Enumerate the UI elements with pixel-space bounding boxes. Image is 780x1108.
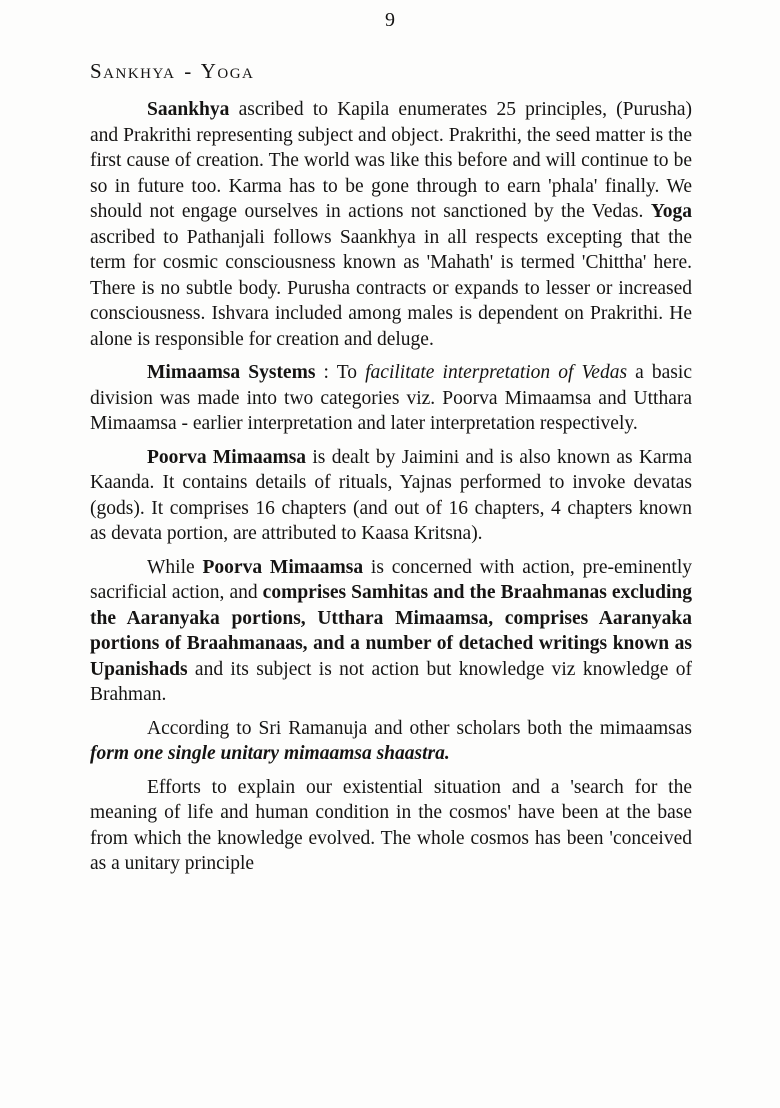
text-run: While <box>147 556 203 578</box>
text-run: Poorva Mimaamsa <box>202 556 364 578</box>
text-run: Saankhya <box>147 99 230 120</box>
text-run: ascribed to Pathanjali follows Saankhya in all respects excepting that the term for cosmic consciousness known as 'Mahath' is termed 'Chittha' here. There is no subtle body. Purusha contracts or expands to lesser or increased consciousness. Ishvara included among males is dependent on Prakrithi. He alone is responsible for creation and deluge. <box>90 226 692 350</box>
text-run: ascribed to Kapila enumerates 25 principles, (Purusha) and Prakrithi representing subject and object. Prakrithi, the seed matter is the first cause of creation. The world was like this before and will continue to be so in future too. Karma has to be gone through to earn 'phala' finally. We should not engage ourselves in actions not sanctioned by the Vedas. <box>90 99 692 222</box>
text-run: is concerned with action, pre-eminently sacrificial action, and <box>90 556 693 603</box>
section-heading: Sankhya - Yoga <box>90 59 255 83</box>
text-run: form one single unitary mimaamsa shaastra. <box>90 743 450 764</box>
text-run: Efforts to explain our existential situation and a 'search for the meaning of life and human condition in the cosmos' have been at the base from which the knowledge evolved. The whole cosmos has been 'conceived as a unitary principle <box>90 776 692 874</box>
text-run: : To <box>315 362 366 383</box>
text-run: Mimaamsa Systems <box>147 362 316 383</box>
paragraph <box>90 555 692 708</box>
paragraph <box>90 360 692 437</box>
text-run: and its subject is not action but knowledge viz knowledge of Brahman. <box>90 658 692 705</box>
paragraph <box>90 775 692 877</box>
text-run: Yoga <box>650 201 692 222</box>
text-run: According to Sri Ramanuja and other scholars both the mimaamsas <box>147 717 692 739</box>
text-run: a basic division was made into two categories viz. Poorva Mimaamsa and Utthara Mimaamsa - earlier interpretation and later interpretation respectively. <box>90 362 692 434</box>
text-run: comprises Samhitas and the Braahmanas excluding the Aaranyaka portions, Utthara Mimaamsa, comprises Aaranyaka portions of Braahmanaas, and a number of detached writings known as Upanishads <box>90 582 692 680</box>
page-body <box>90 97 692 877</box>
paragraph <box>90 716 692 767</box>
paragraph <box>90 445 692 547</box>
paragraph <box>90 97 692 352</box>
text-run: facilitate interpretation of Vedas <box>365 362 628 383</box>
page-number: 9 <box>385 9 395 31</box>
text-run: is dealt by Jaimini and is also known as Karma Kaanda. It contains details of rituals, Yajnas performed to invoke devatas (gods). It comprises 16 chapters (and out of 16 chapters, 4 chapters known as devata portion, are attributed to Kaasa Kritsna). <box>90 446 692 544</box>
text-run: Poorva Mimaamsa <box>147 446 307 468</box>
